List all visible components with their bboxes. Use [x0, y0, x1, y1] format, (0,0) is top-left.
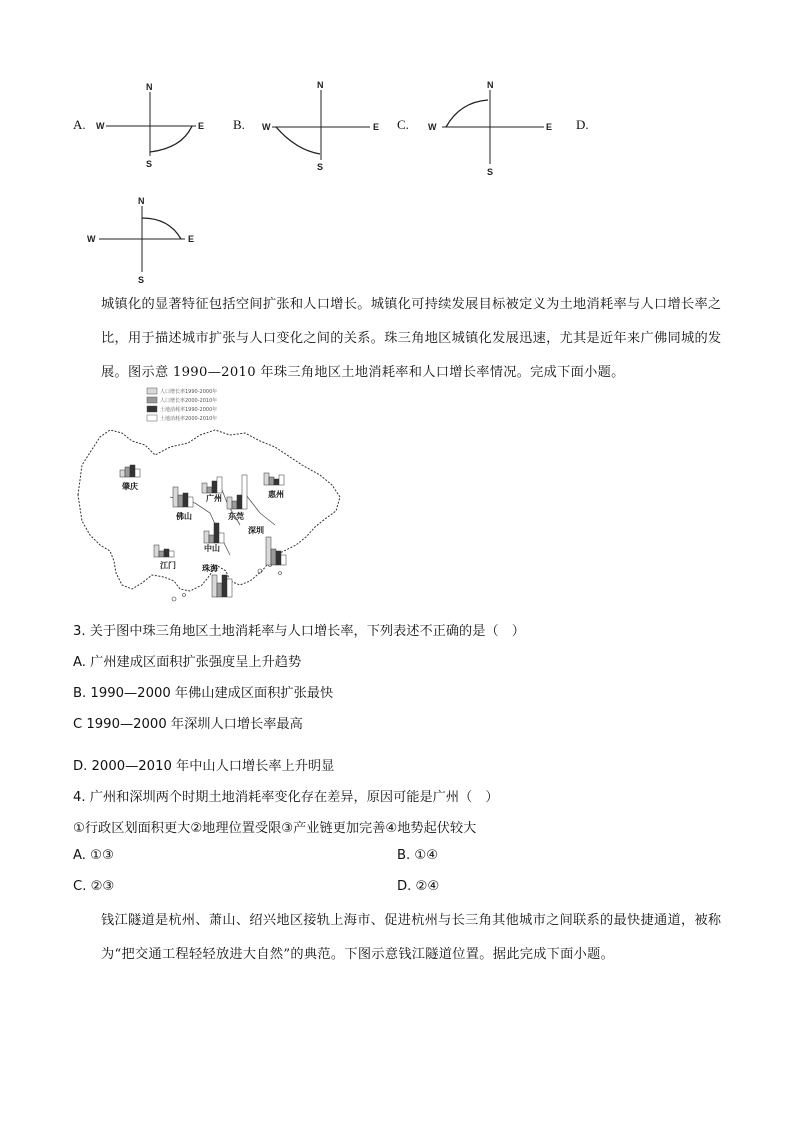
q3-option-b[interactable]: B. 1990—2000 年佛山建成区面积扩张最快 — [73, 686, 334, 701]
legend-label-2: 人口增长率2000-2010年 — [160, 398, 218, 404]
compass-b-n: N — [317, 80, 324, 90]
compass-d-s: S — [138, 275, 145, 285]
compass-a-n: N — [146, 82, 153, 92]
compass-diagram-d — [85, 196, 210, 286]
compass-c-w: W — [428, 122, 437, 132]
compass-b-w: W — [262, 122, 271, 132]
q3-option-a[interactable]: A. 广州建成区面积扩张强度呈上升趋势 — [73, 655, 302, 670]
city-shenzhen: 深圳 — [248, 526, 264, 535]
city-huizhou: 惠州 — [268, 490, 284, 499]
compass-diagram-c — [426, 80, 561, 180]
legend-label-3: 土地消耗率1990-2000年 — [160, 407, 218, 413]
city-dongguan: 东莞 — [228, 512, 244, 521]
compass-c-e: E — [546, 122, 553, 132]
bars-zhongshan — [204, 523, 224, 543]
q3-option-d[interactable]: D. 2000—2010 年中山人口增长率上升明显 — [73, 759, 335, 774]
city-zhuhai: 珠海 — [202, 564, 218, 573]
map-legend — [147, 388, 217, 422]
bars-dongguan — [227, 475, 247, 509]
q4-items: ①行政区划面积更大②地理位置受限③产业链更加完善④地势起伏较大 — [73, 821, 477, 836]
q4-option-d[interactable]: D. ②④ — [397, 879, 440, 894]
compass-diagram-b — [258, 80, 388, 175]
q4-option-c[interactable]: C. ②③ — [73, 879, 115, 894]
q3-option-c[interactable]: C 1990—2000 年深圳人口增长率最高 — [73, 717, 303, 732]
bars-jiangmen — [154, 545, 174, 557]
city-zhongshan: 中山 — [204, 544, 220, 553]
city-zhaoqing: 肇庆 — [122, 482, 138, 491]
city-jiangmen: 江门 — [160, 561, 176, 570]
option-b-label: B. — [233, 117, 245, 132]
compass-diagram-a — [92, 82, 222, 172]
bars-guangzhou — [202, 477, 222, 493]
compass-d-w: W — [87, 234, 96, 244]
bars-foshan — [173, 487, 193, 507]
compass-b-s: S — [317, 162, 324, 172]
compass-c-n: N — [487, 80, 494, 90]
bars-zhuhai — [212, 575, 232, 597]
legend-label-4: 土地消耗率2000-2010年 — [160, 416, 218, 422]
city-foshan: 佛山 — [176, 512, 192, 521]
legend-label-1: 人口增长率1990-2000年 — [160, 389, 218, 395]
q4-option-a[interactable]: A. ①③ — [73, 848, 114, 863]
option-c-label: C. — [397, 117, 409, 132]
compass-b-e: E — [373, 122, 380, 132]
bars-zhaoqing — [120, 465, 140, 477]
prd-map-figure — [70, 385, 370, 610]
q4-option-b[interactable]: B. ①④ — [397, 848, 439, 863]
option-d-label: D. — [576, 117, 589, 132]
passage-qianjiang-tunnel: 钱江隧道是杭州、萧山、绍兴地区接轨上海市、促进杭州与长三角其他城市之间联系的最快捷通道，被称为“把交通工程轻轻放进大自然”的典范。下图示意钱江隧道位置。据此完成下面小题。 — [101, 913, 722, 962]
q4-stem: 4. 广州和深圳两个时期土地消耗率变化存在差异，原因可能是广州（ ） — [73, 790, 499, 805]
compass-c-s: S — [487, 167, 494, 177]
compass-d-n: N — [138, 196, 145, 206]
q3-stem: 3. 关于图中珠三角地区土地消耗率与人口增长率，下列表述不正确的是（ ） — [73, 624, 525, 639]
compass-a-w: W — [96, 121, 105, 131]
city-guangzhou: 广州 — [206, 494, 222, 503]
compass-a-s: S — [146, 159, 153, 169]
passage-urbanization: 城镇化的显著特征包括空间扩张和人口增长。城镇化可持续发展目标被定义为土地消耗率与人口增长率之比，用于描述城市扩张与人口变化之间的关系。珠三角地区城镇化发展迅速，尤其是近年来广佛同城的发展。图示意 1990—2010 年珠三角地区土地消耗率和人口增长率情况。完成下面小题。 — [101, 297, 722, 380]
bars-shenzhen — [266, 537, 286, 565]
compass-a-e: E — [198, 121, 205, 131]
option-a-label: A. — [73, 117, 86, 132]
compass-d-e: E — [188, 234, 195, 244]
bars-huizhou — [264, 473, 284, 485]
